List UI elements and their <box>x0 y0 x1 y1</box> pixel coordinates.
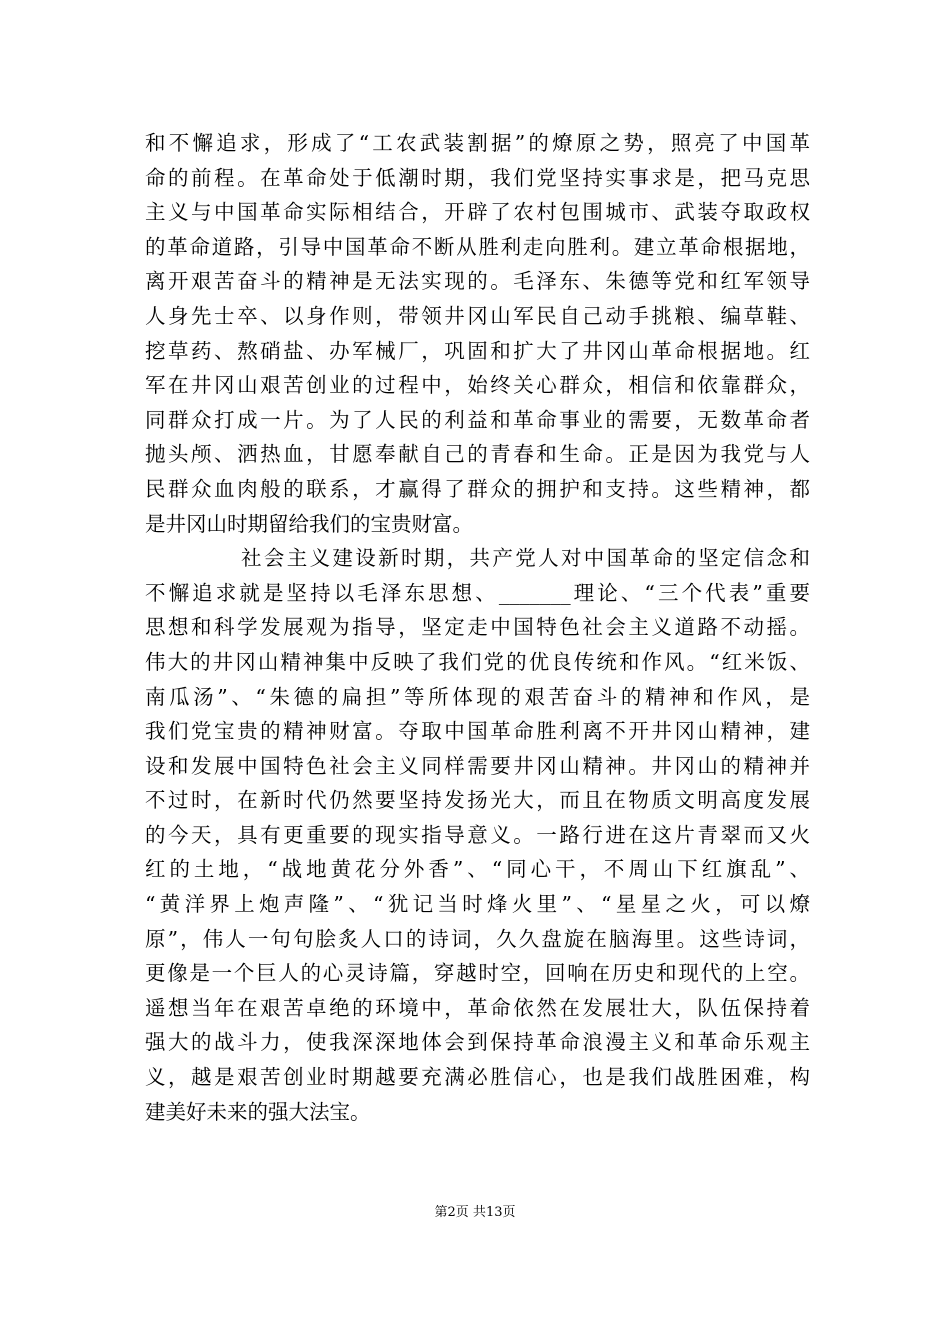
text-line: 伟大的井冈山精神集中反映了我们党的优良传统和作风。“红米饭、 <box>145 649 810 674</box>
text-line: 设和发展中国特色社会主义同样需要井冈山精神。井冈山的精神并 <box>145 753 810 778</box>
text-line: 更像是一个巨人的心灵诗篇，穿越时空，回响在历史和现代的上空。 <box>145 961 810 986</box>
text-line: 挖草药、熬硝盐、办军械厂，巩固和扩大了井冈山革命根据地。红 <box>145 338 810 363</box>
text-line: 和不懈追求，形成了“工农武装割据”的燎原之势，照亮了中国革 <box>145 131 810 155</box>
text-line: 南瓜汤”、“朱德的扁担”等所体现的艰苦奋斗的精神和作风，是 <box>145 684 810 709</box>
text-line: 原”，伟人一句句脍炙人口的诗词，久久盘旋在脑海里。这些诗词， <box>145 926 810 951</box>
page-number-total: 13 <box>485 1205 503 1220</box>
text-line: 社会主义建设新时期，共产党人对中国革命的坚定信念和 <box>241 546 810 571</box>
text-line: 强大的战斗力，使我深深地体会到保持革命浪漫主义和革命乐观主 <box>145 1030 810 1055</box>
page-number-suffix: 页 <box>502 1205 516 1220</box>
text-line: 的今天，具有更重要的现实指导意义。一路行进在这片青翠而又火 <box>145 822 810 847</box>
page-number-prefix: 第 <box>434 1205 448 1220</box>
text-line: 主义与中国革命实际相结合，开辟了农村包围城市、武装夺取政权 <box>145 200 810 225</box>
text-line: 不懈追求就是坚持以毛泽东思想、_______理论、“三个代表”重要 <box>145 580 810 605</box>
text-line: 离开艰苦奋斗的精神是无法实现的。毛泽东、朱德等党和红军领导 <box>145 269 810 294</box>
page-number-middle: 页 共 <box>455 1205 486 1220</box>
page-number-current: 2 <box>447 1205 456 1220</box>
text-line: 人身先士卒、以身作则，带领井冈山军民自己动手挑粮、编草鞋、 <box>145 303 810 328</box>
text-line: 民群众血肉般的联系，才赢得了群众的拥护和支持。这些精神，都 <box>145 476 810 501</box>
text-line: 军在井冈山艰苦创业的过程中，始终关心群众，相信和依靠群众， <box>145 373 810 398</box>
text-line: 遥想当年在艰苦卓绝的环境中，革命依然在发展壮大，队伍保持着 <box>145 995 810 1020</box>
text-line: 建美好未来的强大法宝。 <box>145 1099 371 1124</box>
text-line: 义，越是艰苦创业时期越要充满必胜信心，也是我们战胜困难，构 <box>145 1065 810 1090</box>
body-text <box>145 126 810 1129</box>
text-line: “黄洋界上炮声隆”、“犹记当时烽火里”、“星星之火，可以燎 <box>145 892 810 917</box>
text-line: 的革命道路，引导中国革命不断从胜利走向胜利。建立革命根据地， <box>145 234 810 259</box>
text-line: 命的前程。在革命处于低潮时期，我们党坚持实事求是，把马克思 <box>145 165 810 190</box>
text-line: 思想和科学发展观为指导，坚定走中国特色社会主义道路不动摇。 <box>145 615 810 640</box>
text-line: 我们党宝贵的精神财富。夺取中国革命胜利离不开井冈山精神，建 <box>145 719 810 744</box>
text-line: 不过时，在新时代仍然要坚持发扬光大，而且在物质文明高度发展 <box>145 788 810 813</box>
text-line: 红的土地，“战地黄花分外香”、“同心干，不周山下红旗乱”、 <box>145 857 810 882</box>
page-number <box>0 1204 950 1222</box>
text-line: 是井冈山时期留给我们的宝贵财富。 <box>145 511 473 536</box>
text-line: 同群众打成一片。为了人民的利益和革命事业的需要，无数革命者 <box>145 407 810 432</box>
text-line: 抛头颅、洒热血，甘愿奉献自己的青春和生命。正是因为我党与人 <box>145 442 810 467</box>
